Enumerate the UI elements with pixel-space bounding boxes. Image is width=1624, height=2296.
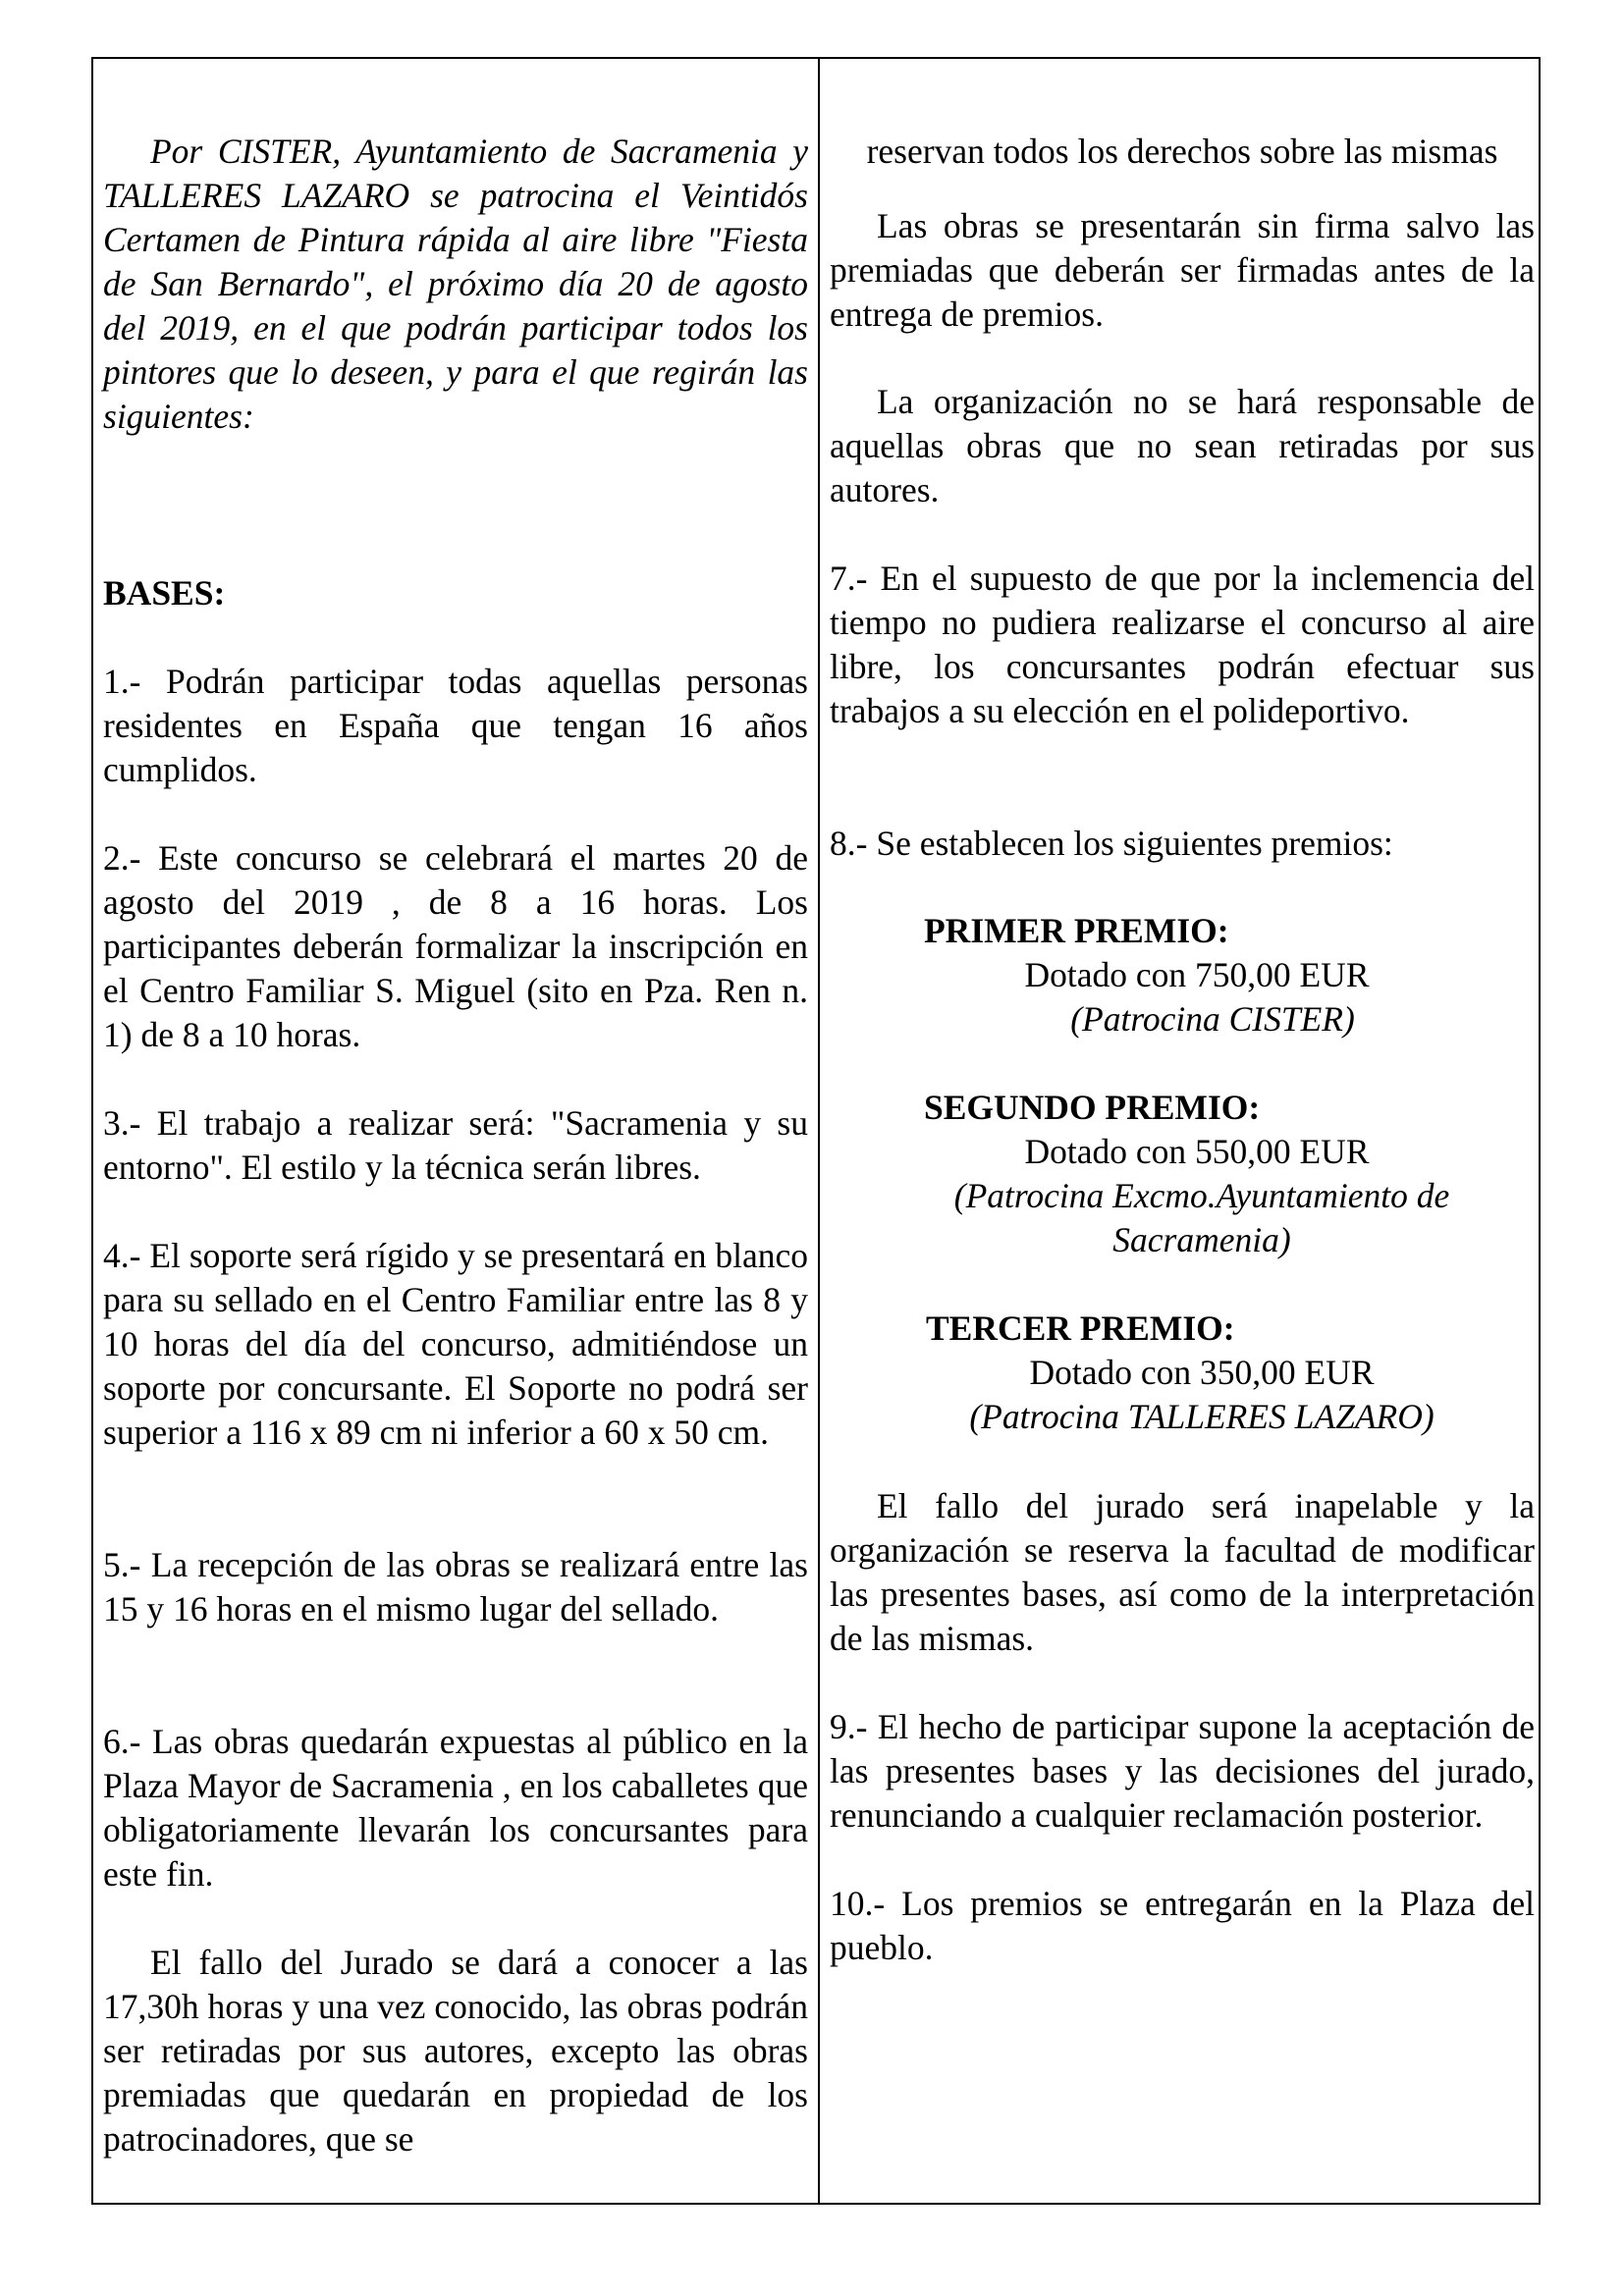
document-frame — [91, 57, 1541, 2205]
prize-3-title: TERCER PREMIO — [926, 1308, 1223, 1348]
prize-1-sponsor: (Patrocina CISTER) — [1070, 999, 1355, 1039]
responsable-paragraph: La organización no se hará responsable de aquellas obras que no sean retiradas por sus autores. — [830, 382, 1535, 509]
prize-1-amount: Dotado con 750,00 EUR — [1024, 955, 1370, 994]
bases-heading: BASES: — [103, 573, 226, 613]
base-8: 8.- Se establecen los siguientes premios: — [830, 824, 1393, 863]
firma-paragraph: Las obras se presentarán sin firma salvo las premiadas que deberán ser firmadas antes de la entrega de premios. — [830, 206, 1535, 334]
prize-2: SEGUNDO PREMIO: Dotado con 550,00 EUR (Patrocina Excmo.Ayuntamiento de Sacramenia) — [830, 1086, 1535, 1262]
base-4: 4.- El soporte será rígido y se presentará en blanco para su sellado en el Centro Familiar entre las 8 y 10 horas del día del concurso, admitiéndose un soporte por concursante. El Soporte no podrá ser superior a 116 x 89 cm ni inferior a 60 x 50 cm. — [103, 1236, 808, 1452]
right-column — [830, 59, 1535, 2203]
base-9: 9.- El hecho de participar supone la aceptación de las presentes bases y las decisiones del jurado, renunciando a cualquier reclamación posterior. — [830, 1707, 1535, 1835]
prize-2-title: SEGUNDO PREMIO — [924, 1088, 1249, 1127]
prize-2-amount: Dotado con 550,00 EUR — [1024, 1132, 1370, 1171]
fallo-paragraph: El fallo del Jurado se dará a conocer a las 17,30h horas y una vez conocido, las obras podrán ser retiradas por sus autores, excepto las obras premiadas que quedarán en propiedad de los patrocinadores, que se — [103, 1943, 808, 2159]
base-5: 5.- La recepción de las obras se realizará entre las 15 y 16 horas en el mismo lugar del sellado. — [103, 1545, 808, 1629]
continuation-line: reservan todos los derechos sobre las mismas — [866, 132, 1498, 171]
intro-paragraph: Por CISTER, Ayuntamiento de Sacramenia y TALLERES LAZARO se patrocina el Veintidós Certamen de Pintura rápida al aire libre "Fiesta de San Bernardo", el próximo día 20 de agosto del 2019, en el que podrán participar todos los pintores que lo deseen, y para el que regirán las siguientes: — [103, 132, 808, 436]
prize-1-title: PRIMER PREMIO — [924, 911, 1218, 950]
prize-3-sponsor: (Patrocina TALLERES LAZARO) — [969, 1397, 1435, 1436]
left-column — [103, 59, 808, 2203]
base-2: 2.- Este concurso se celebrará el martes 20 de agosto del 2019 , de 8 a 16 horas. Los participantes deberán formalizar la inscripción en el Centro Familiar S. Miguel (sito en Pza. Ren n. 1) de 8 a 10 horas. — [103, 838, 808, 1054]
prize-3: TERCER PREMIO: Dotado con 350,00 EUR (Patrocina TALLERES LAZARO) — [830, 1307, 1535, 1439]
jurado-paragraph: El fallo del jurado será inapelable y la organización se reserva la facultad de modificar las presentes bases, así como de la interpretación de las mismas. — [830, 1486, 1535, 1658]
prize-3-amount: Dotado con 350,00 EUR — [1029, 1353, 1375, 1392]
column-divider — [818, 59, 820, 2203]
base-7: 7.- En el supuesto de que por la inclemencia del tiempo no pudiera realizarse el concurso al aire libre, los concursantes podrán efectuar sus trabajos a su elección en el polideportivo. — [830, 559, 1535, 730]
base-1: 1.- Podrán participar todas aquellas personas residentes en España que tengan 16 años cumplidos. — [103, 662, 808, 789]
base-6: 6.- Las obras quedarán expuestas al público en la Plaza Mayor de Sacramenia , en los caballetes que obligatoriamente llevarán los concursantes para este fin. — [103, 1722, 808, 1894]
base-3: 3.- El trabajo a realizar será: "Sacramenia y su entorno". El estilo y la técnica serán libres. — [103, 1103, 808, 1187]
prize-1: PRIMER PREMIO: Dotado con 750,00 EUR (Patrocina CISTER) — [830, 909, 1535, 1041]
base-10: 10.- Los premios se entregarán en la Plaza del pueblo. — [830, 1884, 1535, 1967]
prize-2-sponsor-line-2: Sacramenia) — [1112, 1220, 1291, 1259]
prize-2-sponsor-line-1: (Patrocina Excmo.Ayuntamiento de — [953, 1176, 1450, 1215]
